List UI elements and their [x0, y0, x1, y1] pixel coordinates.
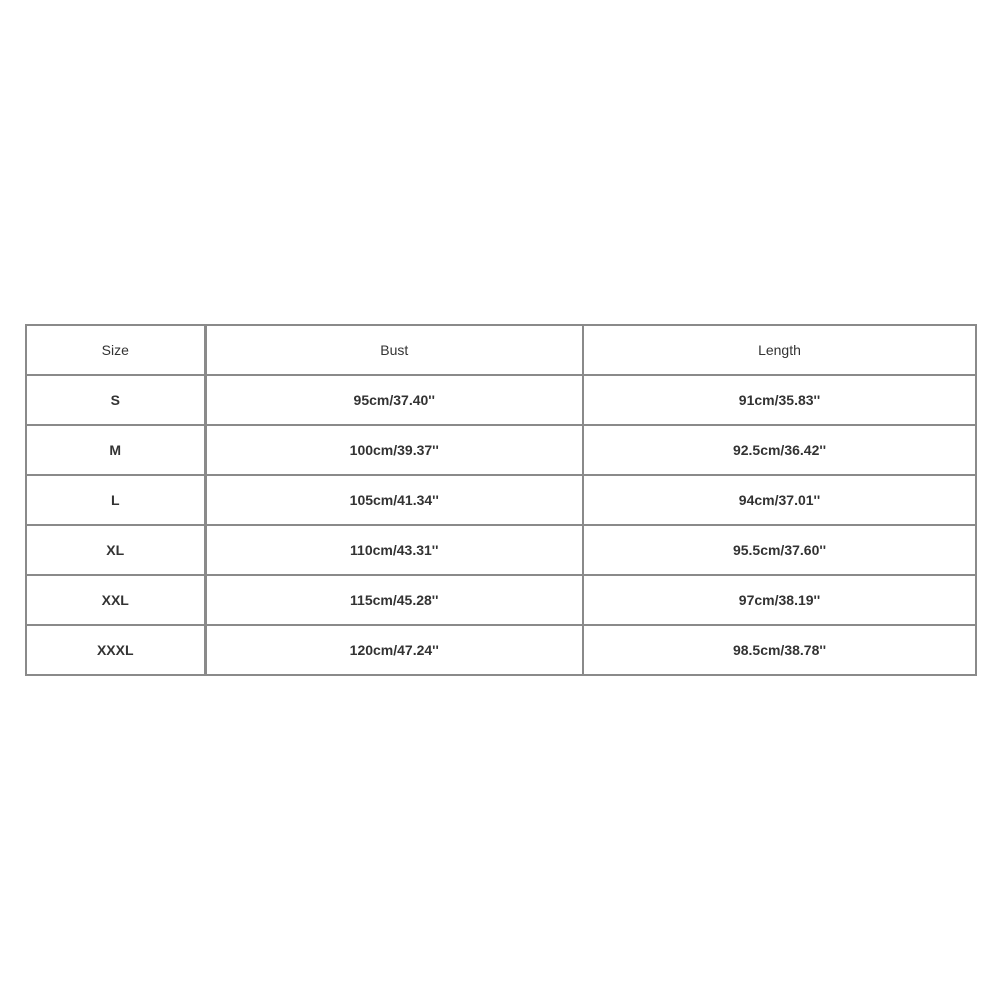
header-size: Size — [26, 325, 205, 375]
bust-cell: 115cm/45.28'' — [205, 575, 583, 625]
size-chart-table — [25, 324, 977, 676]
table-row — [26, 425, 976, 475]
size-cell: S — [26, 375, 205, 425]
bust-cell: 100cm/39.37'' — [205, 425, 583, 475]
bust-cell: 110cm/43.31'' — [205, 525, 583, 575]
bust-cell: 105cm/41.34'' — [205, 475, 583, 525]
length-cell: 94cm/37.01'' — [583, 475, 976, 525]
header-length: Length — [583, 325, 976, 375]
bust-cell: 120cm/47.24'' — [205, 625, 583, 675]
table-row — [26, 375, 976, 425]
table-row — [26, 625, 976, 675]
length-cell: 91cm/35.83'' — [583, 375, 976, 425]
size-cell: XXXL — [26, 625, 205, 675]
length-cell: 92.5cm/36.42'' — [583, 425, 976, 475]
size-cell: M — [26, 425, 205, 475]
size-cell: L — [26, 475, 205, 525]
length-cell: 97cm/38.19'' — [583, 575, 976, 625]
table-row — [26, 525, 976, 575]
table-row — [26, 475, 976, 525]
header-bust: Bust — [205, 325, 583, 375]
table-header-row — [26, 325, 976, 375]
length-cell: 98.5cm/38.78'' — [583, 625, 976, 675]
size-cell: XL — [26, 525, 205, 575]
size-cell: XXL — [26, 575, 205, 625]
length-cell: 95.5cm/37.60'' — [583, 525, 976, 575]
bust-cell: 95cm/37.40'' — [205, 375, 583, 425]
table-row — [26, 575, 976, 625]
